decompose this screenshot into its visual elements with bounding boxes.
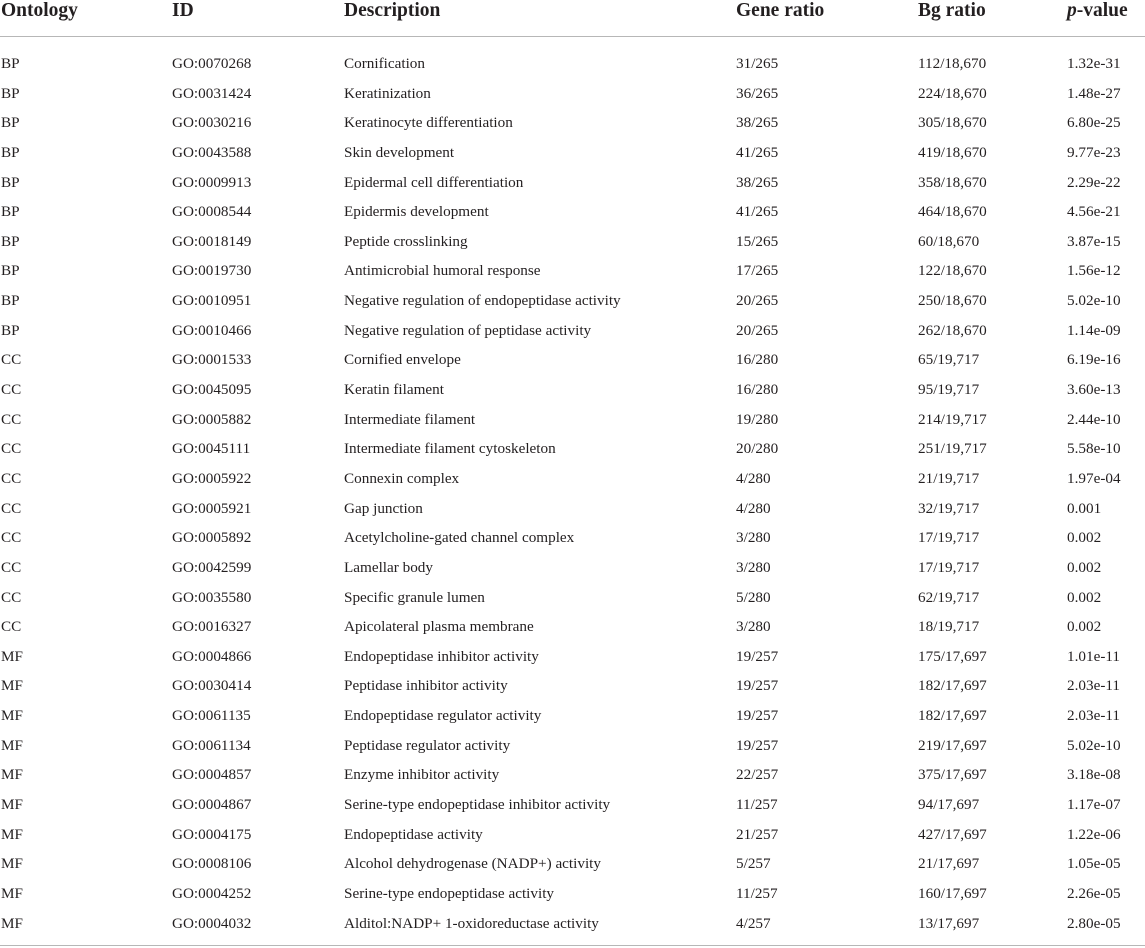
cell-gene-ratio: 16/280: [736, 351, 779, 369]
cell-description: Gap junction: [344, 499, 423, 517]
cell-id: GO:0061135: [172, 707, 251, 725]
cell-p-value: 2.03e-11: [1067, 707, 1121, 725]
cell-gene-ratio: 11/257: [736, 796, 778, 814]
cell-bg-ratio: 250/18,670: [918, 292, 987, 310]
cell-description: Specific granule lumen: [344, 588, 485, 606]
cell-bg-ratio: 62/19,717: [918, 588, 980, 606]
cell-p-value: 0.002: [1067, 618, 1102, 636]
cell-description: Skin development: [344, 143, 455, 161]
cell-description: Endopeptidase regulator activity: [344, 707, 542, 725]
cell-p-value: 6.19e-16: [1067, 351, 1121, 369]
table-row: [0, 671, 1145, 701]
table-row: [0, 909, 1145, 939]
cell-ontology: CC: [1, 440, 22, 458]
table-row: [0, 49, 1145, 79]
cell-gene-ratio: 41/265: [736, 143, 779, 161]
cell-gene-ratio: 3/280: [736, 558, 771, 576]
cell-ontology: MF: [1, 707, 23, 725]
cell-p-value: 0.001: [1067, 499, 1102, 517]
cell-p-value: 2.29e-22: [1067, 173, 1121, 191]
cell-gene-ratio: 16/280: [736, 381, 779, 399]
table-row: [0, 849, 1145, 879]
cell-p-value: 1.05e-05: [1067, 855, 1121, 873]
cell-gene-ratio: 22/257: [736, 766, 779, 784]
cell-id: GO:0010466: [172, 321, 252, 339]
cell-gene-ratio: 20/280: [736, 440, 779, 458]
table-row: [0, 642, 1145, 672]
cell-description: Acetylcholine-gated channel complex: [344, 529, 575, 547]
cell-ontology: BP: [1, 84, 20, 102]
cell-gene-ratio: 19/257: [736, 736, 779, 754]
cell-description: Peptidase regulator activity: [344, 736, 511, 754]
cell-ontology: CC: [1, 558, 22, 576]
cell-ontology: BP: [1, 292, 20, 310]
cell-p-value: 1.97e-04: [1067, 469, 1121, 487]
cell-ontology: MF: [1, 677, 23, 695]
cell-description: Cornified envelope: [344, 351, 461, 369]
cell-p-value: 2.80e-05: [1067, 914, 1121, 932]
table-body: [0, 49, 1145, 938]
cell-id: GO:0004857: [172, 766, 252, 784]
header-gene-ratio: Gene ratio: [736, 0, 825, 21]
cell-id: GO:0004252: [172, 884, 252, 902]
table-row: [0, 197, 1145, 227]
table-row: [0, 820, 1145, 850]
cell-p-value: 1.22e-06: [1067, 825, 1121, 843]
cell-bg-ratio: 251/19,717: [918, 440, 987, 458]
table-row: [0, 553, 1145, 583]
cell-ontology: MF: [1, 884, 23, 902]
cell-bg-ratio: 175/17,697: [918, 647, 987, 665]
cell-id: GO:0010951: [172, 292, 252, 310]
cell-id: GO:0061134: [172, 736, 251, 754]
cell-bg-ratio: 464/18,670: [918, 203, 987, 221]
cell-description: Antimicrobial humoral response: [344, 262, 541, 280]
cell-id: GO:0005922: [172, 469, 252, 487]
cell-bg-ratio: 112/18,670: [918, 55, 987, 72]
cell-p-value: 3.60e-13: [1067, 381, 1121, 399]
cell-description: Negative regulation of endopeptidase activity: [344, 292, 621, 310]
cell-p-value: 2.26e-05: [1067, 884, 1121, 902]
cell-description: Peptide crosslinking: [344, 232, 468, 250]
cell-description: Lamellar body: [344, 558, 433, 576]
table-row: [0, 345, 1145, 375]
cell-id: GO:0035580: [172, 588, 252, 606]
cell-bg-ratio: 427/17,697: [918, 825, 987, 843]
cell-gene-ratio: 20/265: [736, 292, 779, 310]
table-row: [0, 405, 1145, 435]
cell-p-value: 4.56e-21: [1067, 203, 1121, 221]
cell-ontology: BP: [1, 114, 20, 132]
cell-gene-ratio: 4/280: [736, 499, 771, 517]
cell-description: Apicolateral plasma membrane: [344, 618, 534, 636]
cell-ontology: MF: [1, 766, 23, 784]
cell-ontology: MF: [1, 647, 23, 665]
cell-description: Keratinization: [344, 84, 431, 102]
cell-p-value: 0.002: [1067, 588, 1102, 606]
table-row: [0, 138, 1145, 168]
cell-gene-ratio: 36/265: [736, 84, 779, 102]
cell-ontology: CC: [1, 618, 22, 636]
cell-gene-ratio: 3/280: [736, 529, 771, 547]
cell-p-value: 2.03e-11: [1067, 677, 1121, 695]
cell-gene-ratio: 38/265: [736, 173, 779, 191]
cell-gene-ratio: 31/265: [736, 55, 779, 72]
header-ontology: Ontology: [1, 0, 78, 21]
cell-bg-ratio: 21/17,697: [918, 855, 980, 873]
header-p-value: [1067, 0, 1128, 23]
cell-description: Alcohol dehydrogenase (NADP+) activity: [344, 855, 601, 873]
cell-ontology: BP: [1, 203, 20, 221]
cell-p-value: 5.58e-10: [1067, 440, 1121, 458]
cell-ontology: BP: [1, 143, 20, 161]
table-row: [0, 168, 1145, 198]
header-description: Description: [344, 0, 441, 21]
cell-description: Keratin filament: [344, 381, 444, 399]
table-row: [0, 108, 1145, 138]
cell-id: GO:0045111: [172, 440, 251, 458]
cell-gene-ratio: 41/265: [736, 203, 779, 221]
cell-gene-ratio: 19/257: [736, 707, 779, 725]
cell-description: Keratinocyte differentiation: [344, 114, 513, 132]
cell-description: Peptidase inhibitor activity: [344, 677, 508, 695]
cell-bg-ratio: 18/19,717: [918, 618, 980, 636]
cell-ontology: CC: [1, 529, 22, 547]
cell-description: Intermediate filament cytoskeleton: [344, 440, 556, 458]
cell-bg-ratio: 182/17,697: [918, 677, 987, 695]
cell-description: Enzyme inhibitor activity: [344, 766, 500, 784]
cell-p-value: 1.48e-27: [1067, 84, 1121, 102]
table-row: [0, 286, 1145, 316]
cell-ontology: CC: [1, 469, 22, 487]
cell-id: GO:0043588: [172, 143, 252, 161]
cell-gene-ratio: 20/265: [736, 321, 779, 339]
table-row: [0, 434, 1145, 464]
cell-ontology: BP: [1, 173, 20, 191]
cell-gene-ratio: 15/265: [736, 232, 779, 250]
header-bg-ratio: Bg ratio: [918, 0, 986, 21]
cell-bg-ratio: 122/18,670: [918, 262, 987, 280]
cell-bg-ratio: 160/17,697: [918, 884, 987, 902]
cell-bg-ratio: 21/19,717: [918, 469, 980, 487]
cell-description: Epidermis development: [344, 203, 489, 221]
table-row: [0, 701, 1145, 731]
cell-ontology: CC: [1, 381, 22, 399]
cell-p-value: 1.56e-12: [1067, 262, 1121, 280]
cell-id: GO:0004867: [172, 796, 252, 814]
cell-gene-ratio: 17/265: [736, 262, 779, 280]
cell-gene-ratio: 19/257: [736, 677, 779, 695]
table-row: [0, 79, 1145, 109]
cell-gene-ratio: 11/257: [736, 884, 778, 902]
cell-gene-ratio: 4/280: [736, 469, 771, 487]
cell-ontology: CC: [1, 351, 22, 369]
table-bottom-rule: [0, 945, 1145, 946]
cell-ontology: BP: [1, 55, 20, 72]
cell-ontology: CC: [1, 499, 22, 517]
cell-p-value: 1.01e-11: [1067, 647, 1121, 665]
cell-description: Endopeptidase inhibitor activity: [344, 647, 539, 665]
cell-description: Cornification: [344, 55, 425, 72]
cell-id: GO:0045095: [172, 381, 252, 399]
table-row: [0, 464, 1145, 494]
cell-id: GO:0031424: [172, 84, 252, 102]
cell-gene-ratio: 5/257: [736, 855, 771, 873]
cell-id: GO:0016327: [172, 618, 252, 636]
cell-gene-ratio: 3/280: [736, 618, 771, 636]
cell-ontology: CC: [1, 410, 22, 428]
cell-bg-ratio: 94/17,697: [918, 796, 980, 814]
cell-ontology: BP: [1, 232, 20, 250]
cell-gene-ratio: 5/280: [736, 588, 771, 606]
cell-bg-ratio: 60/18,670: [918, 232, 980, 250]
table-row: [0, 256, 1145, 286]
cell-ontology: CC: [1, 588, 22, 606]
header-id: ID: [172, 0, 194, 21]
cell-id: GO:0008106: [172, 855, 252, 873]
table-row: [0, 583, 1145, 613]
cell-bg-ratio: 182/17,697: [918, 707, 987, 725]
cell-id: GO:0005921: [172, 499, 252, 517]
cell-bg-ratio: 358/18,670: [918, 173, 987, 191]
cell-p-value: 1.14e-09: [1067, 321, 1121, 339]
table-row: [0, 316, 1145, 346]
cell-ontology: MF: [1, 855, 23, 873]
table-row: [0, 879, 1145, 909]
cell-p-value: 9.77e-23: [1067, 143, 1121, 161]
cell-bg-ratio: 224/18,670: [918, 84, 987, 102]
cell-ontology: MF: [1, 796, 23, 814]
cell-ontology: MF: [1, 736, 23, 754]
cell-id: GO:0018149: [172, 232, 252, 250]
cell-id: GO:0004866: [172, 647, 252, 665]
cell-p-value: 6.80e-25: [1067, 114, 1121, 132]
header-p-italic: p: [1067, 0, 1077, 21]
cell-id: GO:0030216: [172, 114, 252, 132]
cell-bg-ratio: 95/19,717: [918, 381, 980, 399]
cell-description: Connexin complex: [344, 469, 460, 487]
cell-bg-ratio: 214/19,717: [918, 410, 987, 428]
cell-description: Negative regulation of peptidase activity: [344, 321, 592, 339]
cell-id: GO:0004175: [172, 825, 252, 843]
cell-bg-ratio: 65/19,717: [918, 351, 980, 369]
cell-ontology: MF: [1, 914, 23, 932]
cell-p-value: 1.32e-31: [1067, 55, 1121, 72]
cell-id: GO:0008544: [172, 203, 252, 221]
cell-p-value: 5.02e-10: [1067, 292, 1121, 310]
cell-id: GO:0042599: [172, 558, 252, 576]
cell-p-value: 3.87e-15: [1067, 232, 1121, 250]
cell-gene-ratio: 21/257: [736, 825, 779, 843]
cell-bg-ratio: 32/19,717: [918, 499, 980, 517]
table-row: [0, 790, 1145, 820]
cell-bg-ratio: 17/19,717: [918, 529, 980, 547]
table-row: [0, 227, 1145, 257]
cell-ontology: BP: [1, 262, 20, 280]
cell-description: Intermediate filament: [344, 410, 476, 428]
cell-bg-ratio: 262/18,670: [918, 321, 987, 339]
cell-bg-ratio: 375/17,697: [918, 766, 987, 784]
cell-id: GO:0019730: [172, 262, 252, 280]
cell-id: GO:0009913: [172, 173, 252, 191]
cell-gene-ratio: 19/257: [736, 647, 779, 665]
cell-p-value: 3.18e-08: [1067, 766, 1121, 784]
cell-description: Serine-type endopeptidase activity: [344, 884, 555, 902]
header-p-suffix: -value: [1076, 0, 1128, 21]
cell-gene-ratio: 4/257: [736, 914, 771, 932]
cell-p-value: 2.44e-10: [1067, 410, 1121, 428]
cell-gene-ratio: 19/280: [736, 410, 779, 428]
table-row: [0, 494, 1145, 524]
cell-p-value: 5.02e-10: [1067, 736, 1121, 754]
cell-description: Endopeptidase activity: [344, 825, 483, 843]
cell-bg-ratio: 305/18,670: [918, 114, 987, 132]
cell-description: Epidermal cell differentiation: [344, 173, 524, 191]
cell-p-value: 1.17e-07: [1067, 796, 1121, 814]
table-row: [0, 375, 1145, 405]
cell-id: GO:0030414: [172, 677, 252, 695]
cell-bg-ratio: 219/17,697: [918, 736, 987, 754]
cell-bg-ratio: 13/17,697: [918, 914, 980, 932]
cell-ontology: MF: [1, 825, 23, 843]
cell-p-value: 0.002: [1067, 529, 1102, 547]
cell-p-value: 0.002: [1067, 558, 1102, 576]
cell-id: GO:0001533: [172, 351, 252, 369]
cell-id: GO:0005892: [172, 529, 252, 547]
cell-description: Serine-type endopeptidase inhibitor activity: [344, 796, 611, 814]
cell-id: GO:0070268: [172, 55, 252, 72]
table-row: [0, 523, 1145, 553]
cell-bg-ratio: 419/18,670: [918, 143, 987, 161]
table-row: [0, 612, 1145, 642]
cell-id: GO:0005882: [172, 410, 252, 428]
table-row: [0, 760, 1145, 790]
cell-description: Alditol:NADP+ 1-oxidoreductase activity: [344, 914, 599, 932]
cell-gene-ratio: 38/265: [736, 114, 779, 132]
cell-bg-ratio: 17/19,717: [918, 558, 980, 576]
table-header: [0, 0, 1145, 37]
cell-ontology: BP: [1, 321, 20, 339]
cell-id: GO:0004032: [172, 914, 252, 932]
table-row: [0, 731, 1145, 761]
